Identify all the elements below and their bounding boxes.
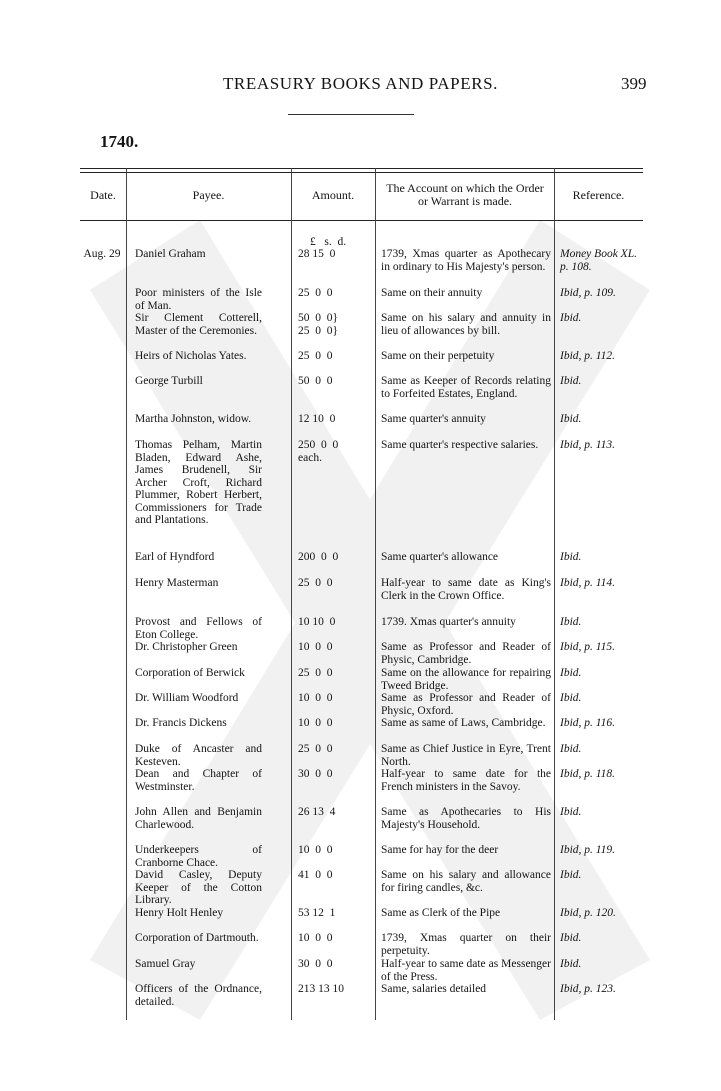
row-payee: Heirs of Nicholas Yates. [135,350,247,362]
row-payee: Provost and Fellows of Eton College. [135,616,262,641]
row-account: Same quarter's annuity [381,413,486,425]
row-amount: 10 0 0 [298,717,333,729]
row-reference: Ibid. [560,616,582,628]
row-reference: Ibid, p. 118. [560,768,616,780]
row-account: Same on his salary and allowance for firing candles, &c. [381,869,551,894]
row-payee: Corporation of Berwick [135,667,245,679]
currency-labels: £ s. d. [310,236,347,248]
row-amount: 26 13 4 [298,806,336,818]
column-divider [554,168,555,1020]
row-payee: Dean and Chapter of Westminster. [135,768,262,793]
row-account: Same as Keeper of Records relating to Forfeited Estates, England. [381,375,551,400]
row-account: Same on their annuity [381,287,483,299]
row-payee: Underkeepers of Cranborne Chace. [135,844,262,869]
row-amount: 12 10 0 [298,413,336,425]
row-reference: Ibid, p. 123. [560,983,616,995]
row-amount: 50 0 0} 25 0 0} [298,312,339,337]
row-account: Same on the allowance for repairing Tweed Bridge. [381,667,551,692]
row-amount: 200 0 0 [298,551,339,563]
row-amount: 25 0 0 [298,287,333,299]
row-reference: Ibid. [560,869,582,881]
row-amount: 50 0 0 [298,375,333,387]
row-payee: Martha Johnston, widow. [135,413,252,425]
row-amount: 25 0 0 [298,350,333,362]
row-amount: 213 13 10 [298,983,344,995]
row-amount: 25 0 0 [298,667,333,679]
row-account: Same as Professor and Reader of Physic, Oxford. [381,692,551,717]
row-payee: Henry Holt Henley [135,907,224,919]
row-payee: Daniel Graham [135,248,206,260]
row-date: Aug. 29 [83,248,121,260]
column-divider [126,168,127,1020]
column-header-payee: Payee. [192,188,225,202]
row-payee: Dr. Christopher Green [135,641,238,653]
year-heading: 1740. [100,132,139,151]
row-payee: Corporation of Dartmouth. [135,932,259,944]
row-account: Same as Professor and Reader of Physic, Cambridge. [381,641,551,666]
row-account: 1739, Xmas quarter as Apothecary in ordinary to His Majesty's person. [381,248,551,273]
page-number: 399 [621,74,647,93]
header-bottom-rule [80,220,643,221]
row-reference: Ibid. [560,958,582,970]
row-reference: Ibid, p. 113. [560,439,616,451]
row-account: Half-year to same date for the French ministers in the Savoy. [381,768,551,793]
table-top-rule [80,168,643,169]
row-reference: Ibid, p. 114. [560,577,616,589]
row-reference: Ibid, p. 116. [560,717,616,729]
row-payee: Dr. William Woodford [135,692,239,704]
running-head: TREASURY BOOKS AND PAPERS. [222,74,499,93]
row-account: Half-year to same date as King's Clerk in the Crown Office. [381,577,551,602]
row-amount: 41 0 0 [298,869,333,881]
row-reference: Money Book XL. p. 108. [560,248,637,273]
row-payee: Sir Clement Cotterell, Master of the Ceremonies. [135,312,262,337]
row-payee: David Casley, Deputy Keeper of the Cotton Library. [135,869,262,906]
row-reference: Ibid, p. 120. [560,907,616,919]
column-header-account: The Account on which the Order or Warrant is made. [386,181,544,208]
row-reference: Ibid, p. 109. [560,287,616,299]
row-account: Same quarter's respective salaries. [381,439,539,451]
row-account: Same as Clerk of the Pipe [381,907,501,919]
row-reference: Ibid. [560,667,582,679]
row-payee: John Allen and Benjamin Charlewood. [135,806,262,831]
row-amount: 10 0 0 [298,641,333,653]
row-amount: 10 0 0 [298,844,333,856]
row-reference: Ibid, p. 119. [560,844,616,856]
row-payee: Henry Masterman [135,577,219,589]
row-reference: Ibid. [560,312,582,324]
table-top-rule-2 [80,172,643,173]
row-amount: 250 0 0 each. [298,439,339,464]
row-account: Same on their perpetuity [381,350,495,362]
row-amount: 53 12 1 [298,907,336,919]
row-account: Same as Chief Justice in Eyre, Trent North. [381,743,551,768]
row-account: Half-year to same date as Messenger of the Press. [381,958,551,983]
row-account: 1739, Xmas quarter on their perpetuity. [381,932,551,957]
column-divider [375,168,376,1020]
column-header-reference: Reference. [572,188,625,202]
row-payee: Earl of Hyndford [135,551,215,563]
row-amount: 10 10 0 [298,616,336,628]
row-payee: Thomas Pelham, Martin Bladen, Edward Ashe, James Brudenell, Sir Archer Croft, Richard Plummer, Robert Herbert, Commissioners for Trade and Plantations. [135,439,262,526]
row-payee: Poor ministers of the Isle of Man. [135,287,262,312]
row-reference: Ibid. [560,413,582,425]
row-amount: 28 15 0 [298,248,336,260]
row-reference: Ibid. [560,692,582,704]
row-reference: Ibid, p. 115. [560,641,616,653]
row-amount: 10 0 0 [298,692,333,704]
row-payee: Samuel Gray [135,958,196,970]
row-payee: Duke of Ancaster and Kesteven. [135,743,262,768]
row-account: Same as same of Laws, Cambridge. [381,717,546,729]
column-header-date: Date. [90,188,116,202]
row-reference: Ibid. [560,932,582,944]
column-header-amount: Amount. [311,188,355,202]
row-amount: 30 0 0 [298,768,333,780]
head-rule [288,114,414,115]
row-account: 1739. Xmas quarter's annuity [381,616,516,628]
row-account: Same for hay for the deer [381,844,499,856]
row-reference: Ibid. [560,551,582,563]
row-payee: George Turbill [135,375,203,387]
row-reference: Ibid. [560,375,582,387]
row-account: Same as Apothecaries to His Majesty's Household. [381,806,551,831]
row-account: Same quarter's allowance [381,551,499,563]
row-amount: 10 0 0 [298,932,333,944]
row-amount: 25 0 0 [298,743,333,755]
row-account: Same on his salary and annuity in lieu of allowances by bill. [381,312,551,337]
row-reference: Ibid, p. 112. [560,350,616,362]
row-amount: 25 0 0 [298,577,333,589]
row-reference: Ibid. [560,743,582,755]
row-payee: Officers of the Ordnance, detailed. [135,983,262,1008]
row-amount: 30 0 0 [298,958,333,970]
row-account: Same, salaries detailed [381,983,487,995]
row-payee: Dr. Francis Dickens [135,717,227,729]
row-reference: Ibid. [560,806,582,818]
column-divider [291,168,292,1020]
